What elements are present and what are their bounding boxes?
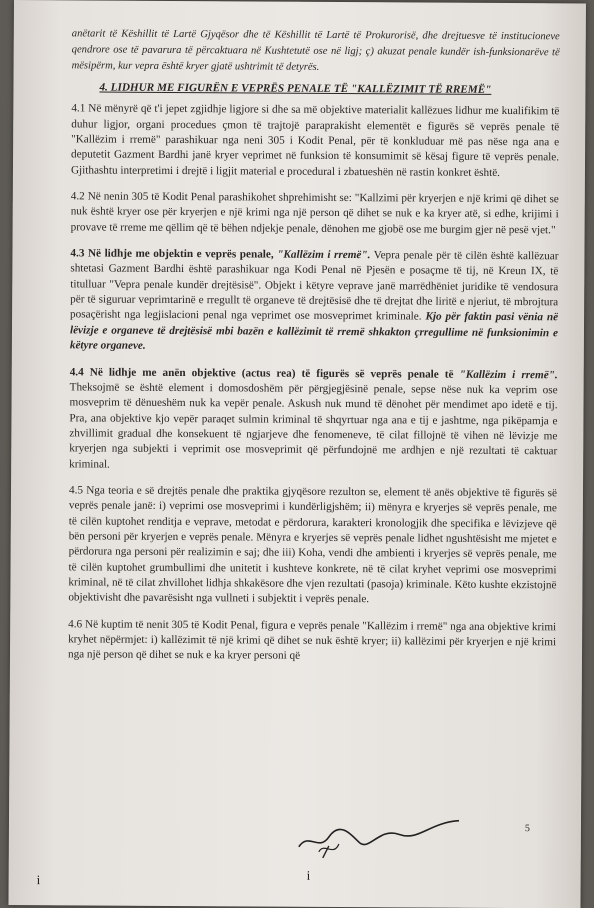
paragraph-4-1: 4.1 Në mënyrë që t'i jepet zgjidhje ligjore si dhe sa më objektive materialit kallëzues lidhur me kualifikim të duhur ligjor, organi procedues çmon të trajtojë paraprakisht elementët e figurës së veprës penale të "Kallëzim i rremë" parashikuar nga neni 305 i Kodit Penal, për të konkluduar më pas nëse nga ana e deputetit Gazment Bardhi janë kryer veprimet në funksion të konsumimit së kësaj figure të veprës penale. Gjithashtu interpretimi i drejtë i ligjit material e procedural i zbatueshën në rastin konkret është. — [70, 102, 560, 179]
margin-mark-center: i — [306, 867, 311, 883]
paragraph-4-4-lead: 4.4 Në lidhje me anën objektive (actus rea) të figurës së veprës penale të — [69, 365, 460, 381]
paragraph-4-3-body: Vepra penale për të cilën është kallëzuar shtetasi Gazment Bardhi është parashikuar nga Kodi Penal në Pjesën e posaçme të tij, në Kreun IX, të titulluar "Vepra penale kundër drejtësisë". Objekt i këtyre veprave janë marrëdhëniet juridike të vendosura për të siguruar veprimtarinë e rregullt të organeve të drejtësisë dhe të drejtat dhe liritë e njeriut, të mbrojtura posaçërisht nga legjislacioni penal nga veprimet ose mosveprimet kriminale. — [70, 249, 559, 323]
paragraph-4-3-lead: 4.3 Në lidhje me objektin e veprës penale, — [70, 247, 278, 261]
intro-paragraph: anëtarit të Këshillit të Lartë Gjyqësor dhe të Këshillit të Lartë të Prokurorisë, dhe drejtuesve të institucioneve qendrore ose të pavarura të përcaktuara në Kushtetutë ose në ligj; ç) akuzat penale kundër ish-funksionarëve të mësipërm, kur vepra është kryer gjatë ushtrimit të detyrës. — [71, 28, 560, 73]
margin-mark-left: i — [36, 872, 41, 888]
document-page — [8, 0, 586, 908]
page-number: 5 — [524, 823, 530, 835]
paragraph-4-3 — [70, 246, 559, 356]
handwritten-signature — [289, 802, 469, 863]
paragraph-4-4 — [69, 365, 558, 475]
paragraph-4-3-quote: "Kallëzim i rremë". — [277, 248, 371, 262]
paragraph-4-6: 4.6 Në kuptim të nenit 305 të Kodit Penal, figura e veprës penale "Kallëzim i rremë" nga ana objektive krimi kryhet nëpërmjet: i) kallëzimit të një krimi që dihet se nuk është kryer; ii) kallëzimi për kryerjen e një krimi nga një person që dihet se nuk e ka kryer personi që — [67, 617, 557, 663]
paragraph-4-3-tail: Kjo për faktin pasi vënia në lëvizje e organeve të drejtësisë mbi bazën e kallëzimit të rremë shkakton çrregullime në funksionimin e këtyre organeve. — [69, 310, 559, 352]
paragraph-4-4-body: Theksojmë se është element i domosdoshëm për përgjegjësinë penale, sepse nëse nuk ka veprim ose mosveprim të dënueshëm nuk ka vepër penale. Askush nuk mund të dënohet për mendimet apo idetë e tij. Pra, ana objektive kjo vepër paraqet sulmin kriminal të shqyrtuar nga ana e tij e jashtme, nga pikëpamja e zhvillimit gradual dhe konsekuent të ngjarjeve dhe fenomeneve, të cilat fillojnë të vihen në lëvizje me kryerjen nga subjekti i veprimit ose mosveprimit që përfundojnë me ardhjen e një rezultati të caktuar kriminal. — [69, 381, 558, 471]
paragraph-4-4-quote: "Kallëzim i rremë". — [459, 368, 558, 381]
section-heading: 4. LIDHUR ME FIGURËN E VEPRËS PENALE TË "KALLËZIMIT TË RREMË" — [99, 81, 492, 96]
document-body — [68, 26, 560, 677]
paragraph-4-5: 4.5 Nga teoria e së drejtës penale dhe praktika gjyqësore rezulton se, element të anës objektive të figurës së veprës penale janë: i) veprimi ose mosveprimi i kundërligjshëm; ii) mënyra e kryerjes së veprës penale, me të cilën kuptohet renditja e veprave, metodat e përdorura, karakteri kronologjik dhe specifika e lëvizjeve që bën personi për kryerjen e veprës penale. Mënyra e kryerjes së veprës penale lidhet ngushtësisht me mjetet e përdorura nga personi për realizimin e saj; dhe iii) Koha, vendi dhe ambienti i kryerjes së veprës penale, me të cilën kuptohet grumbullimi dhe unitetit i kushteve konkrete, në të cilat kryhet veprimi ose mosveprimi kriminal, në të cilat zhvillohet lidhja shkakësore dhe vjen rezultati (pasoja) kriminale. Këto kushte ekzistojnë objektivisht dhe pavarësisht nga vullneti i subjektit i veprës penale. — [68, 484, 558, 606]
paragraph-4-2: 4.2 Në nenin 305 të Kodit Penal parashikohet shprehimisht se: "Kallzimi për kryerjen e një krimi që dihet se nuk është kryer ose për kryerjen e një krimi nga një person që dihet se nuk e ka kryer atë, si edhe, krijimi i provave të rreme me qëllim që të bëhen ndjekje penale, dënohen me gjobë ose me burgim gjer në pesë vjet." — [70, 190, 559, 237]
